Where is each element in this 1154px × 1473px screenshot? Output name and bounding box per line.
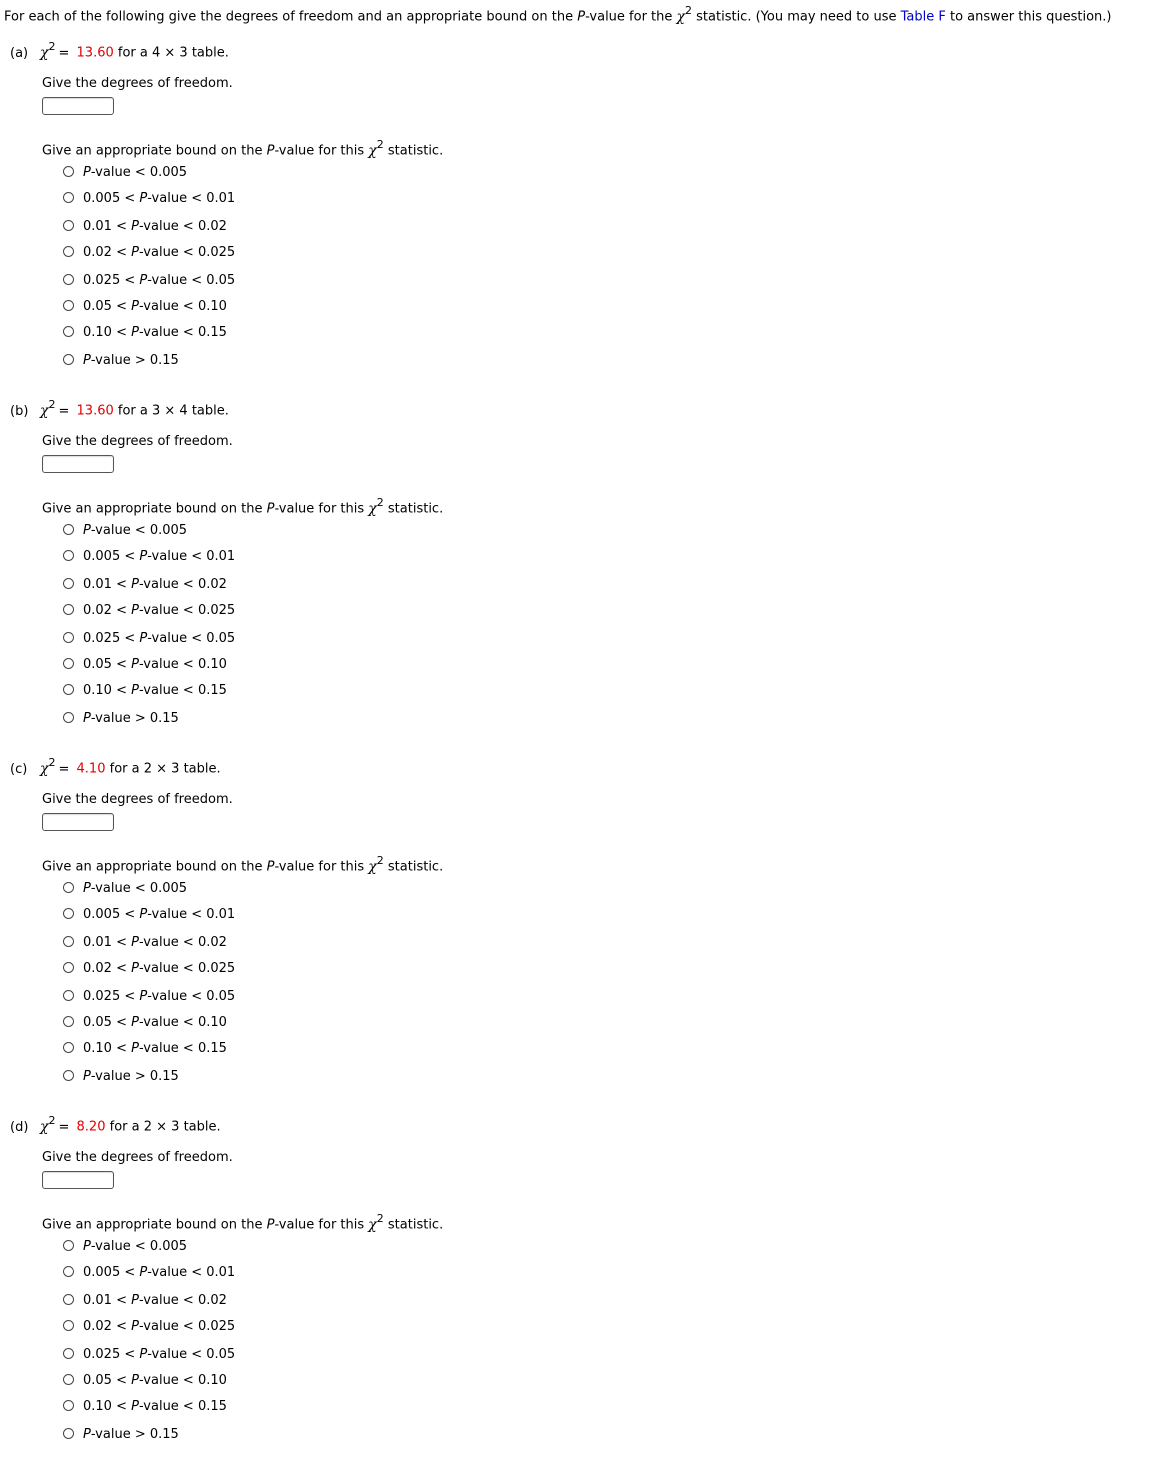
pvalue-option[interactable]	[63, 577, 227, 593]
chi-square-value: 8.20	[76, 1119, 106, 1135]
radio-button[interactable]	[63, 604, 74, 615]
pvalue-option[interactable]	[63, 325, 227, 341]
intro-text-2: -value for the	[585, 9, 677, 25]
radio-button[interactable]	[63, 550, 74, 561]
pvalue-option[interactable]	[63, 631, 235, 647]
option-label: 0.10 < P-value < 0.15	[83, 1399, 227, 1414]
option-label: 0.05 < P-value < 0.10	[83, 657, 227, 672]
pvalue-option[interactable]	[63, 1427, 179, 1443]
option-label: 0.025 < P-value < 0.05	[83, 631, 236, 646]
chi-symbol: $\chi^2$	[368, 854, 384, 875]
radio-button[interactable]	[63, 882, 74, 893]
option-label: 0.01 < P-value < 0.02	[83, 935, 227, 950]
table-size-text: for a 4 × 3 table.	[117, 45, 229, 61]
pvalue-option[interactable]	[63, 549, 235, 565]
chi-square-value: 13.60	[76, 403, 114, 419]
option-label: 0.10 < P-value < 0.15	[83, 1041, 227, 1056]
radio-button[interactable]	[63, 684, 74, 695]
option-label: P-value < 0.005	[83, 881, 188, 896]
equals-sign: =	[58, 1119, 70, 1135]
pvalue-option[interactable]	[63, 353, 179, 369]
pvalue-option[interactable]	[63, 1265, 235, 1281]
question-part-a	[0, 41, 1154, 399]
pvalue-option[interactable]	[63, 219, 227, 235]
intro-text-3: statistic. (You may need to use	[692, 9, 901, 25]
option-label: 0.05 < P-value < 0.10	[83, 1373, 227, 1388]
pvalue-option[interactable]	[63, 191, 235, 207]
chi-symbol: $\chi^2$	[40, 398, 56, 419]
question-part-b	[0, 399, 1154, 757]
pvalue-option[interactable]	[63, 1319, 235, 1335]
part-header	[10, 1115, 221, 1135]
option-label: 0.005 < P-value < 0.01	[83, 191, 236, 206]
option-label: 0.02 < P-value < 0.025	[83, 1319, 236, 1334]
radio-button[interactable]	[63, 1266, 74, 1277]
radio-button[interactable]	[63, 1320, 74, 1331]
chi-symbol: $\chi^2$	[368, 138, 384, 159]
radio-button[interactable]	[63, 712, 74, 723]
table-f-link[interactable]: Table F	[900, 9, 946, 25]
pvalue-option[interactable]	[63, 907, 235, 923]
option-label: 0.01 < P-value < 0.02	[83, 219, 227, 234]
radio-button[interactable]	[63, 1374, 74, 1385]
pvalue-prompt: Give an appropriate bound on the P-value for this $\chi^2$ statistic.	[42, 1212, 444, 1233]
part-letter: (c)	[10, 761, 28, 777]
option-label: 0.02 < P-value < 0.025	[83, 961, 236, 976]
equals-sign: =	[58, 45, 70, 61]
part-letter: (b)	[10, 403, 29, 419]
chi-square-value: 4.10	[76, 761, 106, 777]
option-label: P-value > 0.15	[83, 353, 179, 368]
equals-sign: =	[58, 403, 70, 419]
equals-sign: =	[58, 761, 70, 777]
pvalue-option[interactable]	[63, 165, 187, 181]
chi-symbol: $\chi^2$	[40, 756, 56, 777]
question-part-d	[0, 1115, 1154, 1473]
pvalue-option[interactable]	[63, 603, 235, 619]
pvalue-option[interactable]	[63, 1373, 227, 1389]
pvalue-option[interactable]	[63, 523, 187, 539]
option-label: 0.02 < P-value < 0.025	[83, 603, 236, 618]
pvalue-option[interactable]	[63, 881, 187, 897]
pvalue-prompt: Give an appropriate bound on the P-value for this $\chi^2$ statistic.	[42, 854, 444, 875]
radio-button[interactable]	[63, 936, 74, 947]
df-prompt: Give the degrees of freedom.	[42, 434, 233, 449]
pvalue-option[interactable]	[63, 961, 235, 977]
pvalue-option[interactable]	[63, 1399, 227, 1415]
radio-button[interactable]	[63, 1240, 74, 1251]
pvalue-option[interactable]	[63, 935, 227, 951]
radio-button[interactable]	[63, 990, 74, 1001]
radio-button[interactable]	[63, 908, 74, 919]
pvalue-option[interactable]	[63, 299, 227, 315]
question-intro	[4, 5, 1111, 25]
radio-button[interactable]	[63, 1400, 74, 1411]
df-prompt: Give the degrees of freedom.	[42, 76, 233, 91]
part-header	[10, 757, 221, 777]
pvalue-prompt: Give an appropriate bound on the P-value for this $\chi^2$ statistic.	[42, 138, 444, 159]
pvalue-option[interactable]	[63, 1293, 227, 1309]
option-label: P-value > 0.15	[83, 1069, 179, 1084]
chi-symbol: $\chi^2$	[368, 496, 384, 517]
chi-symbol: $\chi^2$	[40, 1114, 56, 1135]
intro-text-1: For each of the following give the degrees of freedom and an appropriate bound on the	[4, 9, 578, 25]
pvalue-option[interactable]	[63, 273, 235, 289]
df-prompt: Give the degrees of freedom.	[42, 792, 233, 807]
radio-button[interactable]	[63, 166, 74, 177]
chi-symbol: $\chi^2$	[40, 40, 56, 61]
option-label: 0.05 < P-value < 0.10	[83, 1015, 227, 1030]
pvalue-option[interactable]	[63, 1239, 187, 1255]
part-letter: (a)	[10, 45, 29, 61]
option-label: P-value > 0.15	[83, 711, 179, 726]
option-label: P-value < 0.005	[83, 1239, 188, 1254]
table-size-text: for a 2 × 3 table.	[109, 761, 221, 777]
degrees-of-freedom-input[interactable]	[42, 813, 114, 831]
option-label: 0.02 < P-value < 0.025	[83, 245, 236, 260]
pvalue-option[interactable]	[63, 657, 227, 673]
pvalue-option[interactable]	[63, 1069, 179, 1085]
chi-symbol: $\chi^2$	[676, 4, 693, 25]
radio-button[interactable]	[63, 274, 74, 285]
pvalue-prompt: Give an appropriate bound on the P-value for this $\chi^2$ statistic.	[42, 496, 444, 517]
radio-button[interactable]	[63, 220, 74, 231]
option-label: 0.025 < P-value < 0.05	[83, 273, 236, 288]
intro-p-italic: P	[577, 9, 586, 25]
table-size-text: for a 3 × 4 table.	[117, 403, 229, 419]
option-label: 0.005 < P-value < 0.01	[83, 549, 236, 564]
option-label: 0.005 < P-value < 0.01	[83, 907, 236, 922]
radio-button[interactable]	[63, 1428, 74, 1439]
radio-button[interactable]	[63, 1016, 74, 1027]
radio-button[interactable]	[63, 300, 74, 311]
pvalue-option[interactable]	[63, 989, 235, 1005]
intro-text-4: to answer this question.)	[945, 9, 1112, 25]
option-label: P-value > 0.15	[83, 1427, 179, 1442]
option-label: P-value < 0.005	[83, 523, 188, 538]
radio-button[interactable]	[63, 246, 74, 257]
degrees-of-freedom-input[interactable]	[42, 455, 114, 473]
pvalue-option[interactable]	[63, 683, 227, 699]
degrees-of-freedom-input[interactable]	[42, 1171, 114, 1189]
table-size-text: for a 2 × 3 table.	[109, 1119, 221, 1135]
radio-button[interactable]	[63, 578, 74, 589]
option-label: 0.01 < P-value < 0.02	[83, 577, 227, 592]
radio-button[interactable]	[63, 354, 74, 365]
pvalue-option[interactable]	[63, 1015, 227, 1031]
option-label: 0.10 < P-value < 0.15	[83, 683, 227, 698]
part-letter: (d)	[10, 1119, 29, 1135]
radio-button[interactable]	[63, 658, 74, 669]
pvalue-option[interactable]	[63, 1041, 227, 1057]
radio-button[interactable]	[63, 632, 74, 643]
radio-button[interactable]	[63, 1294, 74, 1305]
radio-button[interactable]	[63, 192, 74, 203]
option-label: 0.05 < P-value < 0.10	[83, 299, 227, 314]
option-label: 0.10 < P-value < 0.15	[83, 325, 227, 340]
degrees-of-freedom-input[interactable]	[42, 97, 114, 115]
radio-button[interactable]	[63, 1042, 74, 1053]
radio-button[interactable]	[63, 524, 74, 535]
chi-symbol: $\chi^2$	[368, 1212, 384, 1233]
option-label: 0.025 < P-value < 0.05	[83, 989, 236, 1004]
question-part-c	[0, 757, 1154, 1115]
option-label: 0.025 < P-value < 0.05	[83, 1347, 236, 1362]
part-header	[10, 41, 229, 61]
radio-button[interactable]	[63, 326, 74, 337]
radio-button[interactable]	[63, 962, 74, 973]
option-label: 0.01 < P-value < 0.02	[83, 1293, 227, 1308]
radio-button[interactable]	[63, 1348, 74, 1359]
pvalue-option[interactable]	[63, 711, 179, 727]
chi-square-value: 13.60	[76, 45, 114, 61]
part-header	[10, 399, 229, 419]
df-prompt: Give the degrees of freedom.	[42, 1150, 233, 1165]
option-label: 0.005 < P-value < 0.01	[83, 1265, 236, 1280]
pvalue-option[interactable]	[63, 1347, 235, 1363]
option-label: P-value < 0.005	[83, 165, 188, 180]
radio-button[interactable]	[63, 1070, 74, 1081]
pvalue-option[interactable]	[63, 245, 235, 261]
